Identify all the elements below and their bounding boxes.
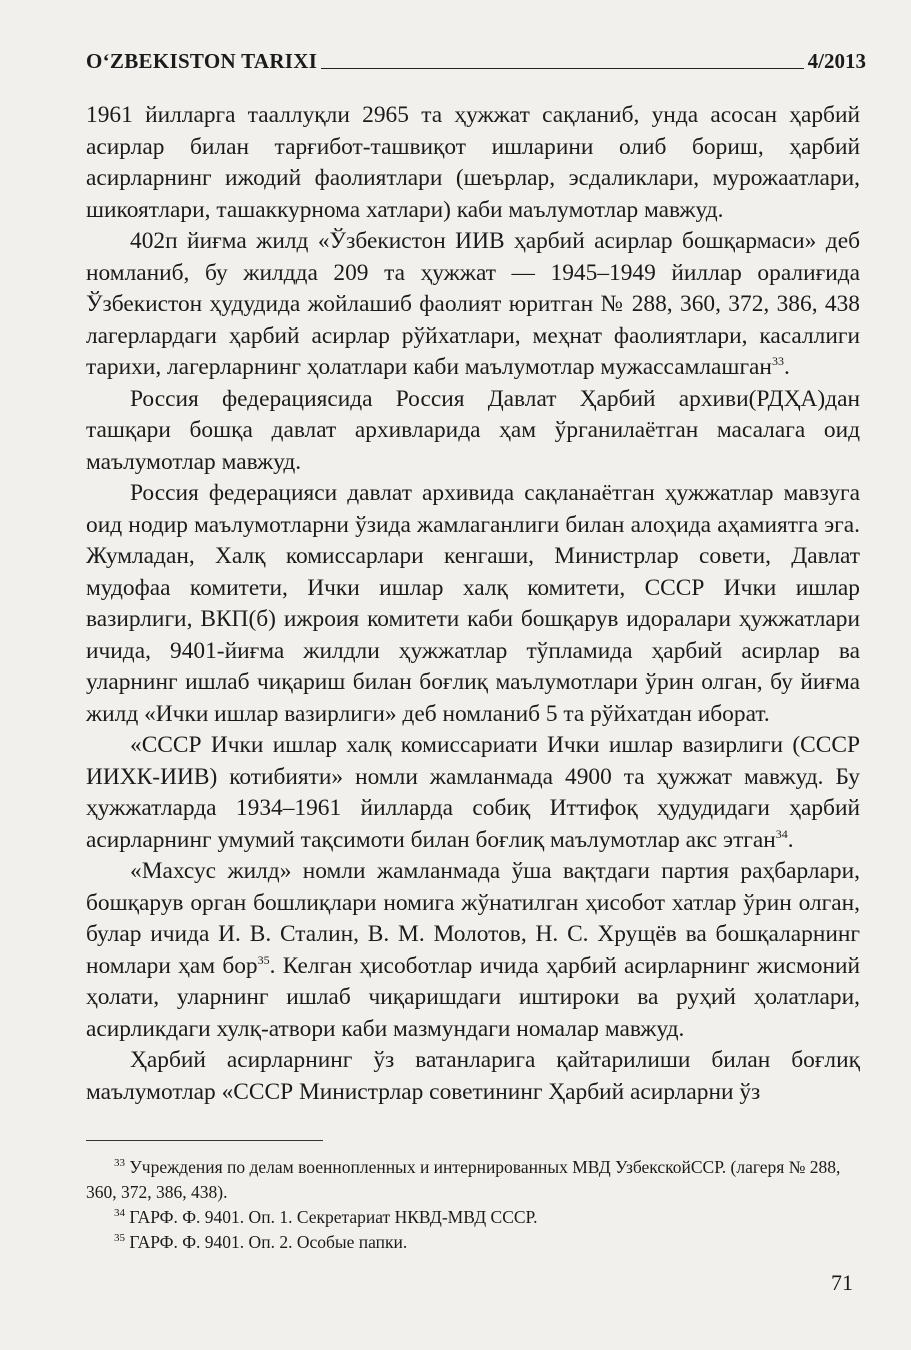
footnote-ref-34: 34 — [775, 826, 788, 841]
paragraph-2: 402п йиғма жилд «Ўзбекистон ИИВ ҳарбий асирлар бошқармаси» деб номланиб, бу жилдда 209 та ҳужжат — 1945–1949 йиллар оралиғида Ўзбекистон ҳудудида жойлашиб фаолият юритган № 288, 360, 372, 386, 438 лагерлардаги ҳарбий асирлар рўйхатлари, меҳнат фаолиятлари, касаллиги тарихи, лагерларнинг ҳолатлари каби маълумотлар мужассамлашган$^{33}$. — [86, 228, 860, 380]
footnote-number: 35 — [114, 1232, 125, 1244]
footnote-33 — [86, 1155, 866, 1205]
footnote-ref-35: 35 — [257, 952, 270, 967]
footnote-number: 33 — [114, 1157, 125, 1169]
paragraph-3: Россия федерациясида Россия Давлат Ҳарбий архиви(РДҲА)дан ташқари бошқа давлат архивларида ҳам ўрганилаётган масалага оид маълумотлар мавжуд. — [86, 385, 860, 475]
footnote-separator — [86, 1140, 323, 1141]
paragraph-4: Россия федерацияси давлат архивида сақланаётган ҳужжатлар мавзуга оид нодир маълумотларни ўзида жамлаганлиги билан алоҳида аҳамиятга эга. Жумладан, Халқ комиссарлари кенгаши, Министрлар совети, Давлат мудофаа комитети, Ички ишлар халқ комитети, СССР Ички ишлар вазирлиги, ВКП(б) ижроия комитети каби бошқарув идоралари ҳужжатлари ичида, 9401-йиғма жилдли ҳужжатлар тўпламида ҳарбий асирлар ва уларнинг ишлаб чиқариш билан боғлиқ маълумотлари ўрин олган, бу йиғма жилд «Ички ишлар вазирлиги» деб номланиб 5 та рўйхатдан иборат. — [86, 480, 860, 727]
paragraph-2-text: 402п йиғма жилд «Ўзбекистон ИИВ ҳарбий асирлар бошқармаси» деб номланиб, бу жилдда 209 та ҳужжат — 1945–1949 йиллар оралиғида Ўзбекистон ҳудудида жойлашиб фаолият юритган № 288, 360, 372, 386, 438 лагерлардаги ҳарбий асирлар рўйхатлари, меҳнат фаолиятлари, касаллиги тарихи, лагерларнинг ҳолатлари каби маълумотлар мужассамлашган — [86, 228, 860, 380]
footnote-text: ГАРФ. Ф. 9401. Оп. 1. Секретариат НКВД-МВД СССР. — [129, 1207, 538, 1227]
paragraph-6: «Махсус жилд» номли жамланмада ўша вақтдаги партия раҳбарлари, бошқарув орган бошлиқлари номига жўнатилган ҳисобот хатлар ўрин олган, булар ичида И. В. Сталин, В. М. Молотов, Н. С. Хрущёв ва бошқаларнинг номлари ҳам бор$^{35}$. Келган ҳисоботлар ичида ҳарбий асирларнинг жисмоний ҳолати, уларнинг ишлаб чиқаришдаги иштироки ва руҳий ҳолатлари, асирликдаги хулқ-атвори каби мазмундаги номалар мавжуд. — [86, 858, 860, 1042]
issue-number: 4/2013 — [807, 49, 866, 73]
main-text — [86, 100, 860, 1108]
paragraph-6-text-cont: Келган ҳисоботлар ичида ҳарбий асирларнинг жисмоний ҳолати, уларнинг ишлаб чиқаришдаги иштироки ва руҳий ҳолатлари, асирликдаги хулқ-атвори каби мазмундаги номалар мавжуд. — [86, 952, 860, 1042]
footnote-35 — [86, 1230, 866, 1255]
paragraph-5-text: «СССР Ички ишлар халқ комиссариати Ички ишлар вазирлиги (СССР ИИХК-ИИВ) котибияти» номли жамланмада 4900 та ҳужжат мавжуд. Бу ҳужжатларда 1934–1961 йилларда собиқ Иттифоқ ҳудудидаги ҳарбий асирларнинг умумий тақсимоти билан боғлиқ маълумотлар акс этган — [86, 732, 860, 853]
page-number: 71 — [831, 1270, 853, 1295]
paragraph-5: «СССР Ички ишлар халқ комиссариати Ички ишлар вазирлиги (СССР ИИХК-ИИВ) котибияти» номли жамланмада 4900 та ҳужжат мавжуд. Бу ҳужжатларда 1934–1961 йилларда собиқ Иттифоқ ҳудудидаги ҳарбий асирларнинг умумий тақсимоти билан боғлиқ маълумотлар акс этган$^{34}$. — [86, 732, 860, 853]
footnotes — [86, 1155, 866, 1255]
paragraph-6-text: «Махсус жилд» номли жамланмада ўша вақтдаги партия раҳбарлари, бошқарув орган бошлиқлари номига жўнатилган ҳисобот хатлар ўрин олган, булар ичида И. В. Сталин, В. М. Молотов, Н. С. Хрущёв ва бошқаларнинг номлари ҳам бор — [86, 858, 860, 979]
journal-title: O‘ZBEKISTON TARIXI — [86, 49, 318, 73]
footnote-text: Учреждения по делам военнопленных и интернированных МВД УзбекскойССР. (лагеря № 288, 360, 372, 386, 438). — [86, 1157, 841, 1202]
footnote-text: ГАРФ. Ф. 9401. Оп. 2. Особые папки. — [129, 1232, 408, 1252]
running-header — [86, 40, 866, 74]
footnote-number: 34 — [114, 1207, 125, 1219]
header-rule — [321, 68, 803, 69]
paragraph-7: Ҳарбий асирларнинг ўз ватанларига қайтарилиши билан боғлиқ маълумотлар «СССР Министрлар советининг Ҳарбий асирларни ўз — [86, 1047, 860, 1105]
paragraph-1: 1961 йилларга тааллуқли 2965 та ҳужжат сақланиб, унда асосан ҳарбий асирлар билан тарғибот-ташвиқот ишларини олиб бориш, ҳарбий асирларнинг ижодий фаолиятлари (шеърлар, эсдаликлари, мурожаатлари, шикоятлари, ташаккурнома хатлари) каби маълумотлар мавжуд. — [86, 102, 860, 223]
footnote-ref-33: 33 — [771, 354, 784, 368]
footnote-34 — [86, 1205, 866, 1230]
